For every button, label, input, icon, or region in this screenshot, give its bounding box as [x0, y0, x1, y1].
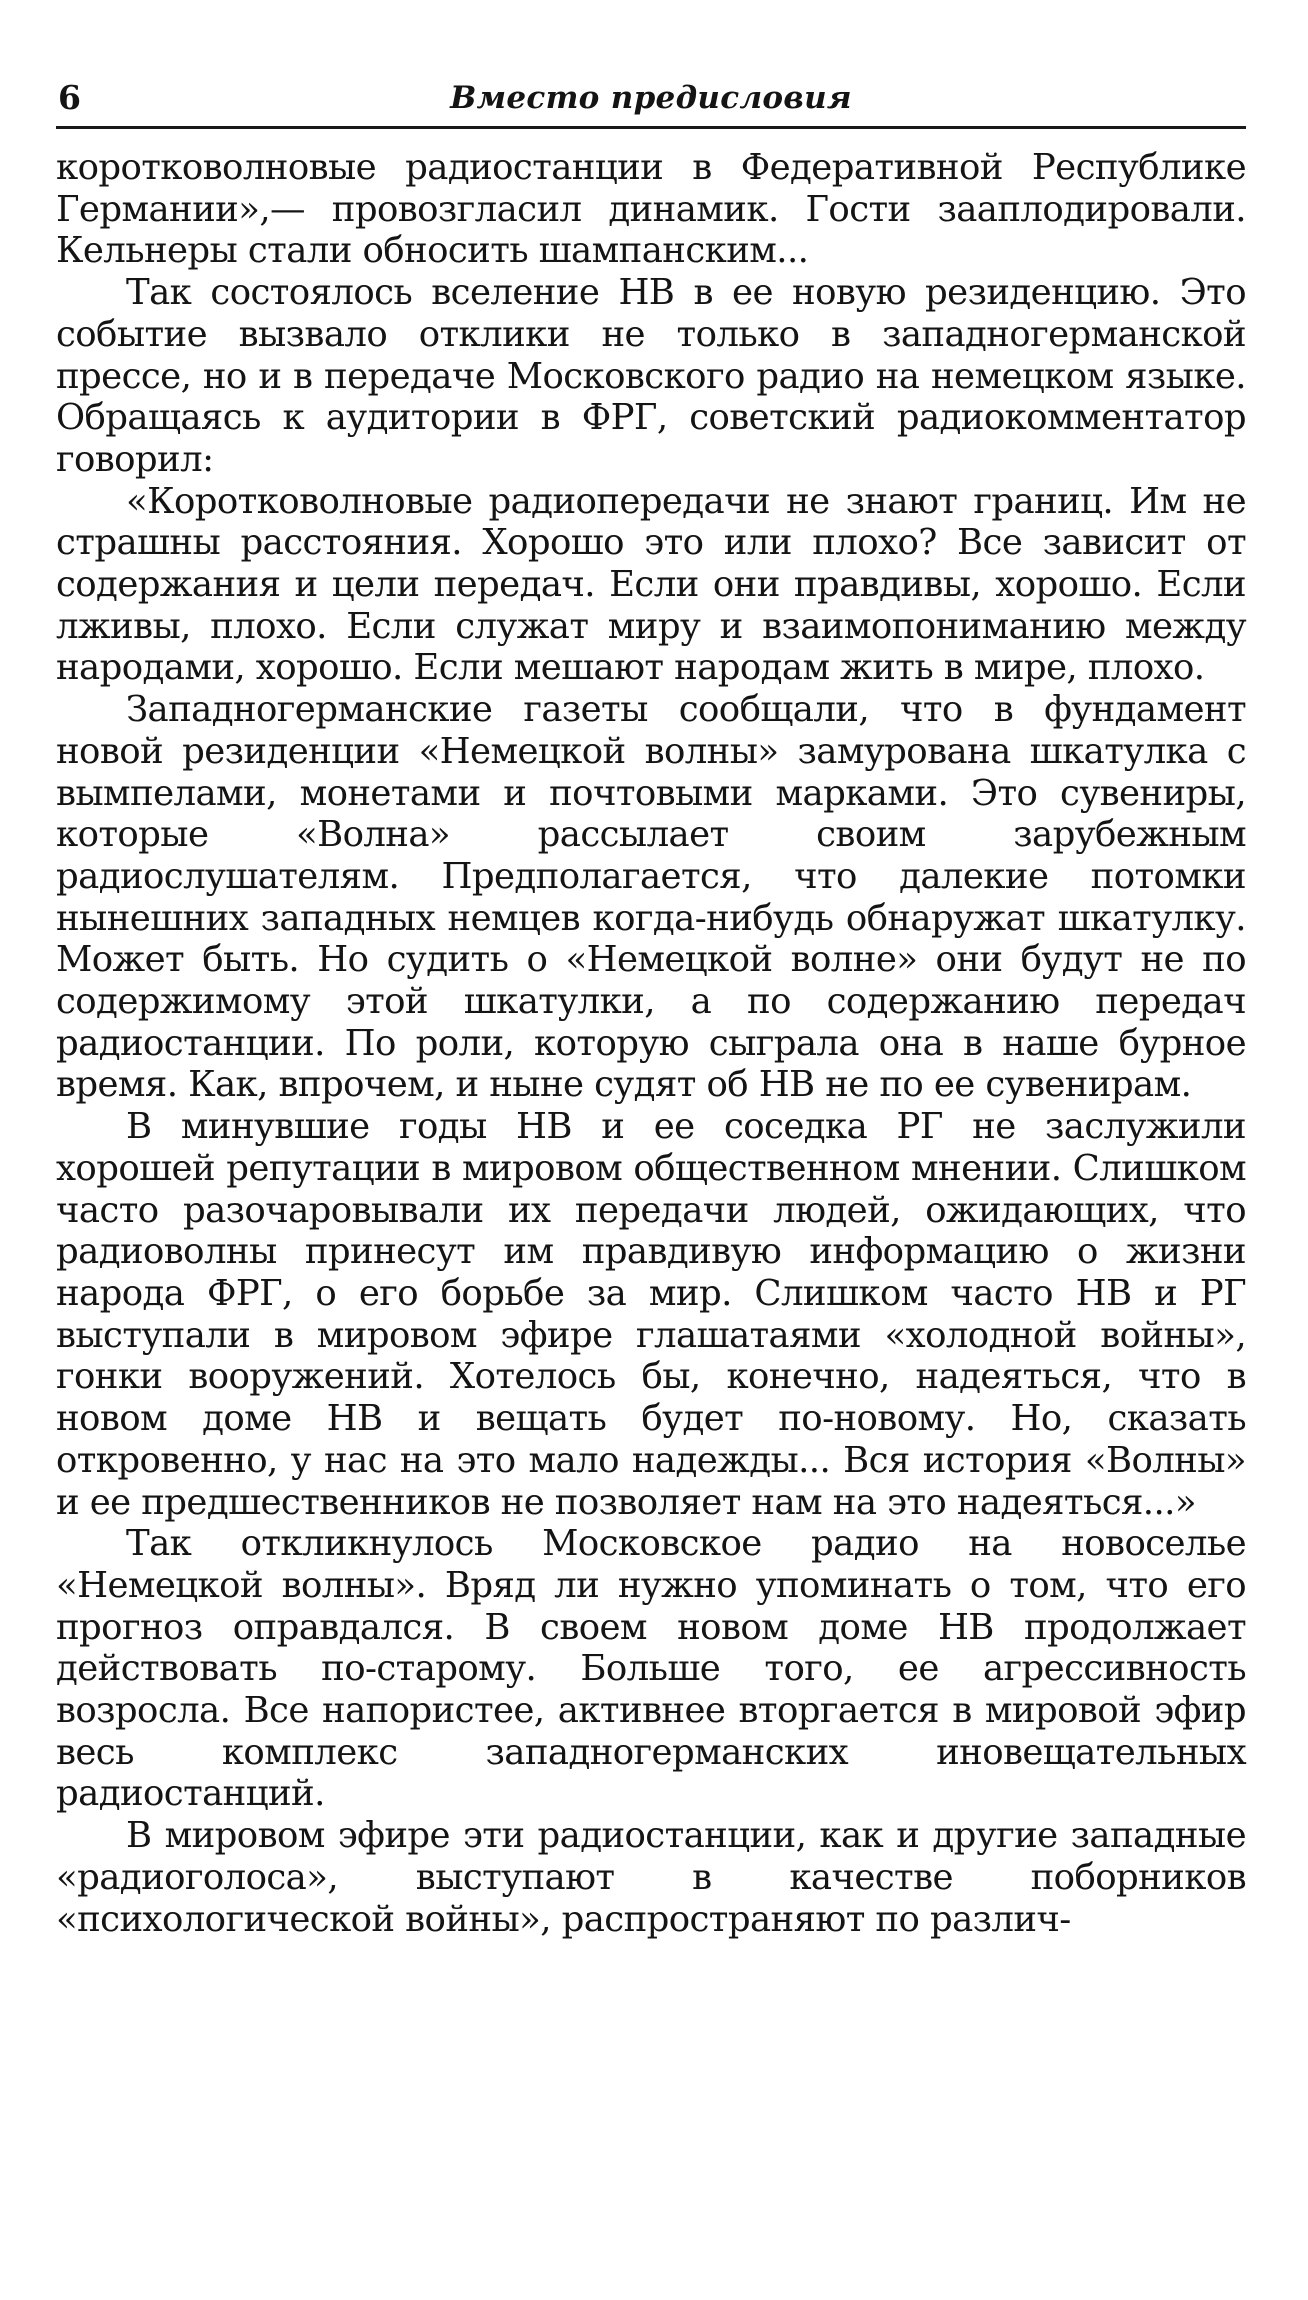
paragraph-3-quote: «Коротковолновые радиопередачи не знают границ. Им не страшны расстояния. Хорошо это или плохо? Все зависит от содержания и цели передач. Если они правдивы, хорошо. Если лживы, плохо. Если служат миру и взаимопониманию между народами, хорошо. Если мешают народам жить в мире, плохо.: [56, 480, 1246, 689]
paragraph-5: В минувшие годы НВ и ее соседка РГ не заслужили хорошей репутации в мировом общественном мнении. Слишком часто разочаровывали их передачи людей, ожидающих, что радиоволны принесут им правдивую информацию о жизни народа ФРГ, о его борьбе за мир. Слишком часто НВ и РГ выступали в мировом эфире глашатаями «холодной войны», гонки вооружений. Хотелось бы, конечно, надеяться, что в новом доме НВ и вещать будет по-новому. Но, сказать откровенно, у нас на это мало надежды... Вся история «Волны» и ее предшественников не позволяет нам на это надеяться...»: [56, 1106, 1246, 1523]
page-number: 6: [58, 78, 81, 117]
paragraph-1: коротковолновые радиостанции в Федеративной Республике Германии»,— провозгласил динамик. Гости зааплодировали. Кельнеры стали обносить шампанским...: [56, 147, 1246, 272]
paragraph-6: Так откликнулось Московское радио на новоселье «Немецкой волны». Вряд ли нужно упоминать о том, что его прогноз оправдался. В своем новом доме НВ продолжает действовать по-старому. Больше того, ее агрессивность возросла. Все напористее, активнее вторгается в мировой эфир весь комплекс западногерманских иновещательных радиостанций.: [56, 1523, 1246, 1815]
paragraph-2: Так состоялось вселение НВ в ее новую резиденцию. Это событие вызвало отклики не только в западногерманской прессе, но и в передаче Московского радио на немецком языке. Обращаясь к аудитории в ФРГ, советский радиокомментатор говорил:: [56, 272, 1246, 480]
body-text: [56, 147, 1246, 1940]
paragraph-7: В мировом эфире эти радиостанции, как и другие западные «радиоголоса», выступают в качестве поборников «психологической войны», распространяют по различ-: [56, 1815, 1246, 1940]
page-header: [56, 78, 1246, 129]
paragraph-4: Западногерманские газеты сообщали, что в фундамент новой резиденции «Немецкой волны» замурована шкатулка с вымпелами, монетами и почтовыми марками. Это сувениры, которые «Волна» рассылает своим зарубежным радиослушателям. Предполагается, что далекие потомки нынешних западных немцев когда-нибудь обнаружат шкатулку. Может быть. Но судить о «Немецкой волне» они будут не по содержимому этой шкатулки, а по содержанию передач радиостанции. По роли, которую сыграла она в наше бурное время. Как, впрочем, и ныне судят об НВ не по ее сувенирам.: [56, 689, 1246, 1106]
running-title: Вместо предисловия: [450, 80, 852, 116]
book-page: [56, 78, 1246, 1940]
